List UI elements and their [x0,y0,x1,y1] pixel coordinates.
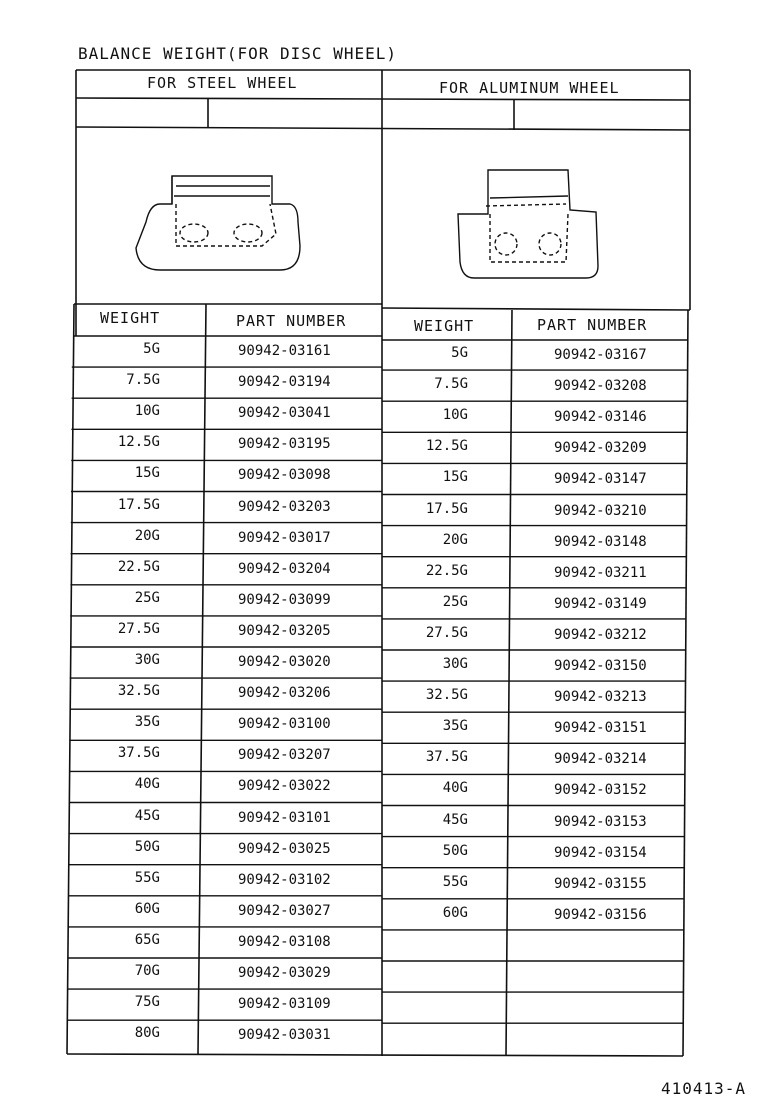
aluminum-weight-cell: 50G [442,842,468,859]
aluminum-part-number-cell: 90942-03153 [554,813,647,830]
steel-part-number-cell: 90942-03195 [238,436,331,453]
aluminum-weight-cell: 32.5G [425,687,468,704]
steel-part-number-cell: 90942-03017 [238,529,331,546]
steel-wheel-header: FOR STEEL WHEEL [147,74,298,92]
aluminum-weight-cell: 30G [442,656,468,672]
aluminum-part-number-cell: 90942-03211 [554,564,647,581]
steel-part-number-cell: 90942-03041 [238,405,331,422]
steel-weight-cell: 45G [134,807,160,824]
aluminum-weight-cell: 55G [442,873,468,890]
steel-weight-cell: 75G [134,994,160,1011]
aluminum-part-number-cell: 90942-03146 [554,409,647,426]
steel-part-number-cell: 90942-03206 [238,685,331,702]
steel-weight-cell: 30G [134,652,160,668]
aluminum-weight-cell: 40G [442,780,468,797]
aluminum-weight-cell: 22.5G [425,562,468,579]
aluminum-wheel-header: FOR ALUMINUM WHEEL [439,79,620,97]
aluminum-weight-column-header: WEIGHT [414,317,475,335]
steel-part-number-cell: 90942-03020 [238,654,331,670]
aluminum-weight-cell: 17.5G [425,500,468,517]
steel-weight-cell: 17.5G [117,496,160,513]
steel-part-number-cell: 90942-03207 [238,747,331,764]
steel-part-number-cell: 90942-03101 [238,809,331,826]
aluminum-part-number-cell: 90942-03208 [554,378,647,395]
steel-part-number-cell: 90942-03109 [238,996,331,1013]
steel-weight-cell: 12.5G [117,434,160,451]
steel-weight-cell: 10G [134,403,160,420]
steel-weight-cell: 7.5G [126,372,160,389]
aluminum-weight-diagram [458,170,598,278]
steel-part-number-cell: 90942-03161 [238,343,331,359]
steel-weight-cell: 80G [134,1025,160,1042]
aluminum-weight-cell: 5G [451,345,468,361]
aluminum-weight-cell: 60G [442,904,468,921]
steel-weight-cell: 65G [134,931,160,948]
aluminum-weight-cell: 35G [442,718,468,735]
steel-weight-cell: 15G [134,465,160,482]
aluminum-part-number-cell: 90942-03214 [554,751,647,768]
aluminum-part-number-cell: 90942-03213 [554,689,647,706]
steel-part-column-header: PART NUMBER [236,312,347,330]
aluminum-part-number-cell: 90942-03209 [554,440,647,457]
page-title: BALANCE WEIGHT(FOR DISC WHEEL) [78,44,397,63]
aluminum-part-number-cell: 90942-03210 [554,502,647,519]
aluminum-part-number-cell: 90942-03155 [554,875,647,892]
steel-weight-cell: 55G [134,869,160,886]
steel-part-number-cell: 90942-03098 [238,467,331,484]
steel-weight-cell: 25G [134,589,160,606]
aluminum-weight-cell: 27.5G [425,624,468,641]
aluminum-part-number-cell: 90942-03148 [554,533,647,550]
steel-part-number-cell: 90942-03022 [238,778,331,795]
aluminum-part-number-cell: 90942-03151 [554,720,647,737]
aluminum-weight-cell: 20G [442,531,468,548]
steel-weight-cell: 60G [134,900,160,917]
steel-part-number-cell: 90942-03108 [238,933,331,950]
steel-weight-cell: 32.5G [117,683,160,700]
aluminum-weight-cell: 7.5G [434,376,468,393]
aluminum-part-number-cell: 90942-03212 [554,626,647,643]
steel-part-number-cell: 90942-03194 [238,374,331,391]
document-code: 410413-A [660,1079,746,1098]
aluminum-weight-cell: 10G [442,407,468,424]
aluminum-part-number-cell: 90942-03147 [554,471,647,488]
aluminum-part-number-cell: 90942-03150 [554,658,647,674]
aluminum-part-number-cell: 90942-03167 [554,347,647,363]
steel-weight-cell: 5G [143,341,160,357]
steel-weight-cell: 70G [134,963,160,979]
steel-weight-cell: 22.5G [117,558,160,575]
steel-part-number-cell: 90942-03099 [238,591,331,608]
aluminum-part-number-cell: 90942-03149 [554,595,647,612]
aluminum-weight-cell: 15G [442,469,468,486]
steel-part-number-cell: 90942-03100 [238,716,331,733]
steel-weight-cell: 27.5G [117,620,160,637]
steel-weight-cell: 40G [134,776,160,793]
steel-part-number-cell: 90942-03025 [238,840,331,857]
steel-part-number-cell: 90942-03027 [238,902,331,919]
steel-weight-cell: 50G [134,838,160,855]
aluminum-weight-cell: 45G [442,811,468,828]
steel-weight-cell: 35G [134,714,160,731]
steel-weight-diagram [136,176,300,270]
steel-part-number-cell: 90942-03204 [238,560,331,577]
aluminum-weight-cell: 37.5G [425,749,468,766]
steel-part-number-cell: 90942-03029 [238,965,331,981]
aluminum-weight-cell: 12.5G [425,438,468,455]
aluminum-part-column-header: PART NUMBER [537,316,648,334]
aluminum-part-number-cell: 90942-03156 [554,906,647,923]
steel-part-number-cell: 90942-03102 [238,871,331,888]
aluminum-weight-cell: 25G [442,593,468,610]
steel-weight-cell: 37.5G [117,745,160,762]
steel-weight-column-header: WEIGHT [100,309,161,327]
steel-weight-cell: 20G [134,527,160,544]
steel-part-number-cell: 90942-03205 [238,622,331,639]
aluminum-part-number-cell: 90942-03152 [554,782,647,799]
steel-part-number-cell: 90942-03203 [238,498,331,515]
steel-part-number-cell: 90942-03031 [238,1027,331,1044]
aluminum-part-number-cell: 90942-03154 [554,844,647,861]
